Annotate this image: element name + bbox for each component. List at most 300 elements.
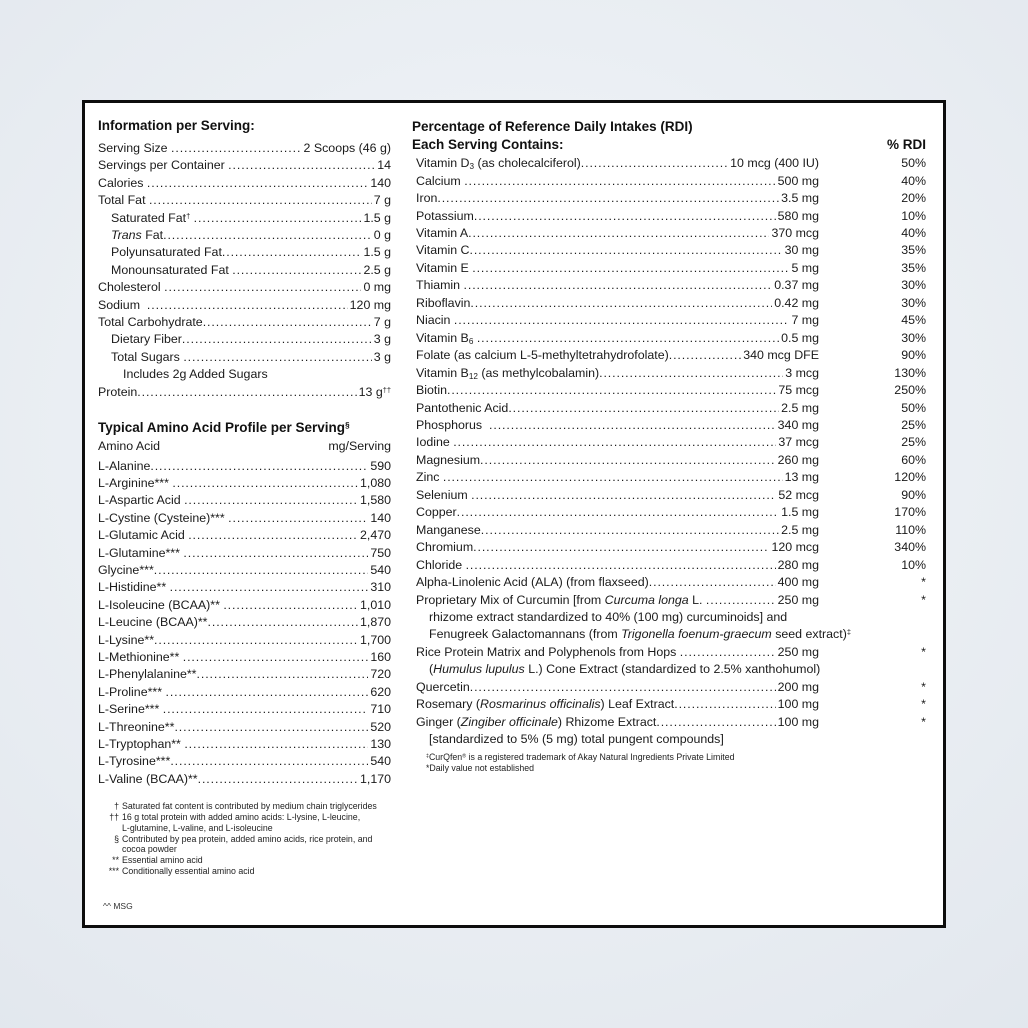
rdi-row-percent: * [921,714,926,729]
rdi-row-amount: 0.5 mg [781,330,819,345]
dot-leader [453,434,776,451]
text-segment: Typical Amino Acid Profile per Serving [98,420,346,436]
rdi-row [416,208,926,225]
superscript: ‡ [426,752,429,759]
amino-row-name: L-Tyrosine*** [98,754,171,769]
amino-row-name: L-Aspartic Acid [98,493,185,508]
superscript: ® [462,752,467,759]
nutrition-row [98,262,391,279]
rdi-row-percent: 30% [901,278,926,293]
rdi-row-percent: * [921,697,926,712]
nutrition-row-label [123,366,268,383]
footnote [98,812,391,834]
rdi-row-percent: 25% [901,435,926,450]
text-segment: ( [429,662,434,677]
rdi-row-label [416,347,669,364]
nutrition-row-label [111,262,232,279]
rdi-row-main [416,277,819,294]
amino-row-name: L-Phenylalanine** [98,667,197,682]
nutrition-row-value: 1.5 g [363,245,391,260]
dot-leader [184,736,368,753]
rdi-row-label [416,242,469,259]
rdi-rows [412,155,926,748]
left-column [98,118,391,911]
dot-leader [477,330,779,347]
footnote [98,866,391,877]
dot-leader [469,242,782,259]
dot-leader [149,192,372,209]
nutrition-row [98,244,391,261]
text-segment: Includes 2g Added Sugars [123,367,268,382]
nutrition-row [98,366,391,383]
footnote-text [122,812,391,834]
subscript: 12 [468,371,478,381]
footnote-symbol: †† [109,812,119,823]
rdi-row-label [416,173,464,190]
subscript: 3 [469,162,475,172]
amino-acid-section [98,420,391,788]
dot-leader [474,208,776,225]
amino-row [98,666,391,683]
rdi-row [416,295,926,312]
rdi-row-label [416,208,474,225]
rdi-row-percent: 20% [901,191,926,206]
text-segment: Vitamin E [416,260,473,275]
rdi-row [416,330,926,347]
dot-leader [171,140,302,157]
dot-leader [228,510,368,527]
text-segment: ) Leaf Extract [600,697,675,712]
rdi-row-main [416,434,819,451]
amino-row-mg: 310 [370,580,391,595]
rdi-row-amount: 200 mg [777,679,819,694]
rdi-row-label [416,295,470,312]
rdi-row-label [416,190,437,207]
amino-row [98,753,391,770]
nutrition-row [98,192,391,209]
nutrition-row [98,349,391,366]
amino-row-name: Glycine*** [98,562,154,577]
dot-leader [188,527,358,544]
italic-text: Trans [111,228,142,243]
rdi-header [412,118,926,153]
rdi-row-main [416,469,819,486]
rdi-row-main [416,574,819,591]
text-segment: Manganese [416,522,481,537]
rdi-row-label [416,574,649,591]
dot-leader [183,649,369,666]
rdi-percent-column-header: % RDI [886,136,926,152]
rdi-row [416,522,926,539]
rdi-row-label [416,155,581,172]
dot-leader [147,297,348,314]
right-footnote-line [426,752,926,763]
dot-leader [208,614,358,631]
nutrition-row-value: 140 [370,175,391,190]
footnote-text [122,866,391,877]
dot-leader [447,382,776,399]
rdi-row-continuation [416,626,926,643]
nutrition-row [98,175,391,192]
rdi-row-amount: 400 mg [777,575,819,590]
rdi-row-amount: 52 mcg [778,487,819,502]
amino-row-mg: 590 [370,458,391,473]
amino-row-name: L-Valine (BCAA)** [98,771,198,786]
superscript: † [186,210,191,220]
rdi-row-label [416,557,466,574]
text-segment: Protein [98,384,138,399]
rdi-row [416,225,926,242]
rdi-row-label [416,487,471,504]
text-segment: Alpha-Linolenic Acid (ALA) (from flaxseed) [416,575,649,590]
rdi-row-label [416,696,674,713]
rdi-row [416,400,926,417]
rdi-row-amount: 340 mcg DFE [743,348,819,363]
rdi-row [416,242,926,259]
rdi-heading-line2: Each Serving Contains: [412,136,564,152]
text-segment: Vitamin D [416,156,470,171]
rdi-row-amount: 250 mg [777,592,819,607]
amino-col-header-name: Amino Acid [98,439,160,454]
rdi-row-amount: 5 mg [791,260,819,275]
rdi-row-percent: 120% [894,470,926,485]
rdi-row-main [416,696,819,713]
rdi-row [416,696,926,713]
nutrition-row-label [111,244,222,261]
subscript: 6 [468,336,474,346]
nutrition-row-value: 2.5 g [363,262,391,277]
rdi-row-label [416,225,468,242]
nutrition-row-label [98,175,147,192]
left-footnotes [98,801,391,877]
rdi-row-main [416,208,819,225]
rdi-row-percent: 60% [901,452,926,467]
rdi-row-label [416,260,472,277]
dot-leader [468,225,769,242]
rdi-row-main [416,225,819,242]
nutrition-row [98,384,391,401]
amino-row-mg: 1,080 [359,475,391,490]
footnote-text [122,855,391,866]
nutrition-row-label [98,279,164,296]
rdi-row-percent: 130% [894,365,926,380]
dot-leader [183,545,368,562]
text-segment: 13 g [358,384,383,399]
rdi-row-label [416,400,508,417]
dot-leader [464,277,773,294]
rdi-row-main [416,644,819,661]
superscript: § [345,421,350,431]
nutrition-row-value [357,384,391,401]
amino-row-name: L-Tryptophan** [98,737,185,751]
rdi-row-label [416,504,457,521]
amino-row-mg: 1,700 [359,632,391,647]
amino-row-name: L-Arginine*** [98,475,173,490]
amino-row-mg: 130 [370,737,391,751]
rdi-row-amount: 100 mg [777,714,819,729]
text-segment: Potassium [416,208,474,223]
rdi-row-amount: 37 mcg [778,435,819,450]
amino-row [98,527,391,544]
text-segment: Magnesium [416,452,481,467]
amino-row [98,701,391,718]
dot-leader [649,574,776,591]
dot-leader [223,597,358,614]
rdi-row-amount: 1.5 mg [781,505,819,520]
rdi-row-percent: 45% [901,313,926,328]
rdi-row [416,347,926,364]
rdi-row-main [416,522,819,539]
dot-leader [163,227,372,244]
text-segment: Iron [416,191,438,206]
nutrition-row-label [98,297,147,314]
text-segment: seed extract) [771,627,847,642]
amino-row-mg: 160 [370,649,391,664]
rdi-row-amount: 13 mg [784,470,819,485]
rdi-row-main [416,312,819,329]
rdi-row-amount: 2.5 mg [781,400,819,415]
rdi-row-amount: 30 mg [784,243,819,258]
rdi-row-main [416,260,819,277]
dot-leader [454,312,790,329]
rdi-row-percent: 340% [894,540,926,555]
rdi-row-amount: 370 mcg [771,226,819,240]
nutrition-row-label [98,157,228,174]
text-segment: Rosemary ( [416,697,481,712]
dot-leader [706,592,776,609]
dot-leader [174,719,368,736]
amino-row [98,632,391,649]
dot-leader [470,295,772,312]
amino-row [98,649,391,666]
footnote-line: 16 g total protein with added amino acids: L-lysine, L-leucine, [122,812,361,823]
nutrition-row-value: 7 g [373,193,391,208]
amino-row [98,719,391,736]
dot-leader [137,384,356,401]
text-segment: Vitamin B [416,330,469,345]
rdi-row-amount: 75 mcg [778,383,819,398]
rdi-row-main [416,417,819,434]
text-segment: Proprietary Mix of Curcumin [from [416,592,605,607]
amino-row-name: L-Alanine [98,458,151,473]
rdi-row-main [416,714,819,731]
nutrition-row-value: 1.5 g [363,210,391,225]
amino-row [98,545,391,562]
amino-row [98,475,391,492]
amino-row-name: L-Leucine (BCAA)** [98,615,208,630]
rdi-row-label [416,417,489,434]
rdi-row-label [416,469,443,486]
amino-row-mg: 1,580 [359,493,391,508]
amino-column-headers [98,438,391,455]
text-segment: Quercetin [416,679,470,694]
right-footnotes [412,752,926,774]
text-segment: Selenium [416,487,472,502]
rdi-row [416,592,926,609]
rdi-row [416,539,926,556]
rdi-row-amount: 100 mg [777,697,819,712]
nutrition-row [98,227,391,244]
dot-leader [163,701,369,718]
dot-leader [473,539,769,556]
rdi-row [416,469,926,486]
amino-row-mg: 520 [370,719,391,734]
text-segment: Chloride [416,557,466,572]
text-segment: rhizome extract standardized to 40% (100 mg) curcuminoids] and [429,609,788,624]
footnote-symbol: † [114,801,119,812]
rdi-row [416,679,926,696]
amino-row-name: L-Serine*** [98,702,163,717]
rdi-row-amount: 10 mcg (400 IU) [730,156,819,171]
rdi-row [416,434,926,451]
text-segment: Calories [98,175,147,190]
dot-leader [150,458,368,475]
nutrition-row [98,210,391,227]
dot-leader [166,684,369,701]
text-segment: Total Carbohydrate [98,315,203,330]
nutrition-row [98,140,391,157]
rdi-row-main [416,400,819,417]
rdi-row-main [416,295,819,312]
rdi-row-percent: 40% [901,226,926,240]
dot-leader [147,175,368,192]
rdi-row-percent: * [921,575,926,590]
text-segment: Chromium [416,540,474,555]
amino-row-name: L-Proline*** [98,684,166,699]
rdi-row-percent: 90% [901,487,926,502]
rdi-row-percent: 250% [894,383,926,398]
amino-row [98,771,391,788]
amino-col-header-mg: mg/Serving [328,439,391,454]
text-segment: Thiamin [416,278,464,293]
rdi-row-amount: 340 mg [777,417,819,432]
dot-leader [680,644,776,661]
rdi-row-continuation [416,661,926,678]
dot-leader [656,714,775,731]
dot-leader [480,452,776,469]
dot-leader [437,190,779,207]
nutrition-row-label [111,210,194,227]
rdi-row-main [416,592,819,609]
italic-text: Curcuma longa [604,592,689,607]
supplement-facts-panel [82,100,946,928]
amino-row-mg: 140 [370,510,391,525]
rdi-row-main [416,155,819,172]
rdi-row-percent: 50% [901,156,926,171]
text-segment: Fat [141,228,164,243]
rdi-row [416,155,926,172]
nutrition-row [98,279,391,296]
rdi-row [416,557,926,574]
rdi-row-label [416,644,680,661]
italic-text: Humulus lupulus [433,662,525,677]
rdi-row [416,190,926,207]
nutrition-row-label [98,140,171,157]
footnote-symbol: ** [112,855,119,866]
rdi-row-label [416,539,473,556]
amino-row-mg: 1,170 [359,771,391,786]
footnote-line: Conditionally essential amino acid [122,866,255,876]
amino-row-name: L-Methionine** [98,649,183,664]
dot-leader [472,260,789,277]
text-segment: Rice Protein Matrix and Polyphenols from Hops [416,644,680,659]
amino-row [98,684,391,701]
dot-leader [172,475,358,492]
footnote [98,801,391,812]
dot-leader [669,347,742,364]
rdi-row [416,173,926,190]
amino-profile-heading [98,420,391,435]
rdi-row [416,714,926,731]
rdi-row-label [416,312,454,329]
nutrition-row-label [111,227,163,244]
rdi-header-titles [412,118,887,153]
text-segment: Cholesterol [98,280,165,295]
rdi-row-label [416,382,447,399]
rdi-row-percent: 30% [901,330,926,345]
dot-leader [194,210,362,227]
dot-leader [164,279,361,296]
rdi-row-label [416,714,656,731]
rdi-row-percent: * [921,592,926,607]
rdi-row [416,277,926,294]
amino-row-mg: 720 [370,667,391,682]
rdi-heading-line1: Percentage of Reference Daily Intakes (RDI) [412,119,693,134]
dot-leader [182,331,372,348]
text-segment: Riboflavin [416,295,471,310]
dot-leader [222,244,362,261]
rdi-row-label [416,277,464,294]
info-per-serving-heading: Information per Serving: [98,118,255,133]
rdi-row-main [416,173,819,190]
dot-leader [457,504,779,521]
text-segment: ) Rhizome Extract [557,714,657,729]
text-segment: Serving Size [98,141,172,155]
dot-leader [674,696,775,713]
dot-leader [466,557,776,574]
footnote-line: Contributed by pea protein, added amino acids, rice protein, and [122,833,373,844]
text-segment: Pantothenic Acid [416,400,509,415]
dot-leader [481,522,779,539]
rdi-row-main [416,679,819,696]
rdi-row-main [416,347,819,364]
nutrition-row [98,314,391,331]
text-segment: Calcium [416,173,465,188]
nutrition-row-label [111,349,183,366]
rdi-row-label [416,592,706,609]
italic-text: Trigonella foenum-graecum [621,627,772,642]
rdi-row-amount: 3.5 mg [781,191,819,206]
rdi-row-percent: 110% [895,522,926,537]
text-segment: Total Fat [98,193,149,208]
text-segment: Vitamin A [416,226,469,240]
text-segment: CurQfen [428,751,463,762]
amino-row [98,562,391,579]
rdi-row-main [416,330,819,347]
text-segment: is a registered trademark of Akay Natural Ingredients Private Limited [466,751,735,762]
rdi-row-percent: 170% [894,505,926,520]
text-segment: L. [688,592,706,607]
dot-leader [581,155,728,172]
rdi-row [416,417,926,434]
text-segment: *Daily value not established [426,762,535,773]
amino-row [98,736,391,753]
rdi-row-amount: 7 mg [791,313,819,328]
text-segment: (as methylcobalamin) [477,365,600,380]
amino-row-mg: 1,870 [359,615,391,630]
dot-leader [464,173,775,190]
dot-leader [183,349,371,366]
